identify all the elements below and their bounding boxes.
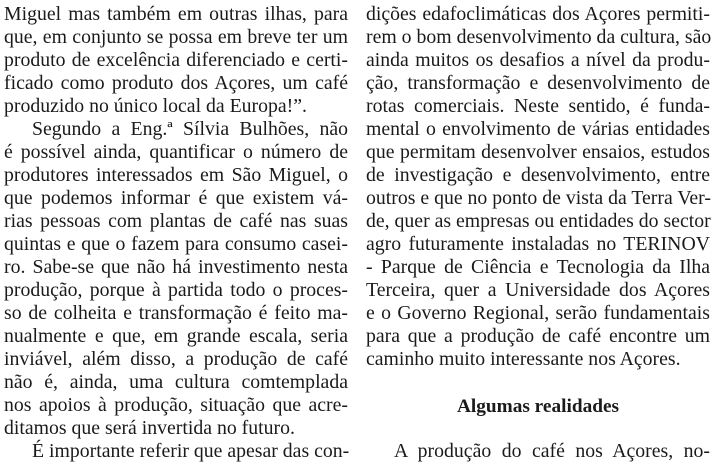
text-line: ditamos que será invertida no futuro. <box>4 416 295 439</box>
text-line: dições edafoclimáticas dos Açores permiti- <box>366 2 710 25</box>
text-line: não é, ainda, uma cultura comtemplada <box>4 370 348 393</box>
text-line: Segundo a Eng.ª Sílvia Bulhões, não <box>32 117 348 140</box>
text-line: que permitam desenvolver ensaios, estudos <box>366 140 710 163</box>
text-line: É importante referir que apesar das con- <box>32 439 350 462</box>
text-line: que, em conjunto se possa em breve ter um <box>4 25 348 48</box>
text-line: so de colheita e transformação é feito ma- <box>4 301 348 324</box>
text-line: Terceira, quer a Universidade dos Açores <box>366 278 710 301</box>
text-line: produção, porque à partida todo o proces- <box>4 278 348 301</box>
text-line: quintas e que o fazem para consumo casei- <box>4 232 348 255</box>
text-line: ro. Sabe-se que não há investimento nesta <box>4 255 348 278</box>
text-line: de, quer as empresas ou entidades do sector <box>366 209 711 232</box>
text-line: Miguel mas também em outras ilhas, para <box>4 2 348 25</box>
text-line: produzido no único local da Europa!”. <box>4 94 307 117</box>
text-line: que podemos informar é que existem vá- <box>4 186 348 209</box>
text-line: e o Governo Regional, serão fundamentais <box>366 301 710 324</box>
text-line: ficado como produto dos Açores, um café <box>4 71 348 94</box>
text-line: para que a produção de café encontre um <box>366 324 710 347</box>
text-line: ção, transformação e desenvolvimento de <box>366 71 710 94</box>
text-line: agro futuramente instaladas no TERINOV <box>366 232 710 255</box>
text-line: outros e que no ponto de vista da Terra Ver- <box>366 186 711 209</box>
text-line: nos apoios à produção, situação que acre- <box>4 393 348 416</box>
text-line: A produção do café nos Açores, no- <box>394 439 710 462</box>
text-line: é possível ainda, quantificar o número de <box>4 140 348 163</box>
text-line: - Parque de Ciência e Tecnologia da Ilha <box>366 255 710 278</box>
text-line: inviável, além disso, a produção de café <box>4 347 348 370</box>
text-line: ainda muitos os desafios a nível da produ- <box>366 48 710 71</box>
text-line: caminho muito interessante nos Açores. <box>366 347 681 370</box>
text-line: rias pessoas com plantas de café nas suas <box>4 209 348 232</box>
text-line: de investigação e desenvolvimento, entre <box>366 163 710 186</box>
text-line: nualmente e que, em grande escala, seria <box>4 324 348 347</box>
text-line: rem o bom desenvolvimento da cultura, são <box>366 25 712 48</box>
text-line: produto de excelência diferenciado e certi- <box>4 48 348 71</box>
text-line: produtores interessados em São Miguel, o <box>4 163 348 186</box>
text-line: mental o envolvimento de várias entidades <box>366 117 710 140</box>
section-heading: Algumas realidades <box>456 395 620 417</box>
text-line: rotas comerciais. Neste sentido, é funda- <box>366 94 710 117</box>
